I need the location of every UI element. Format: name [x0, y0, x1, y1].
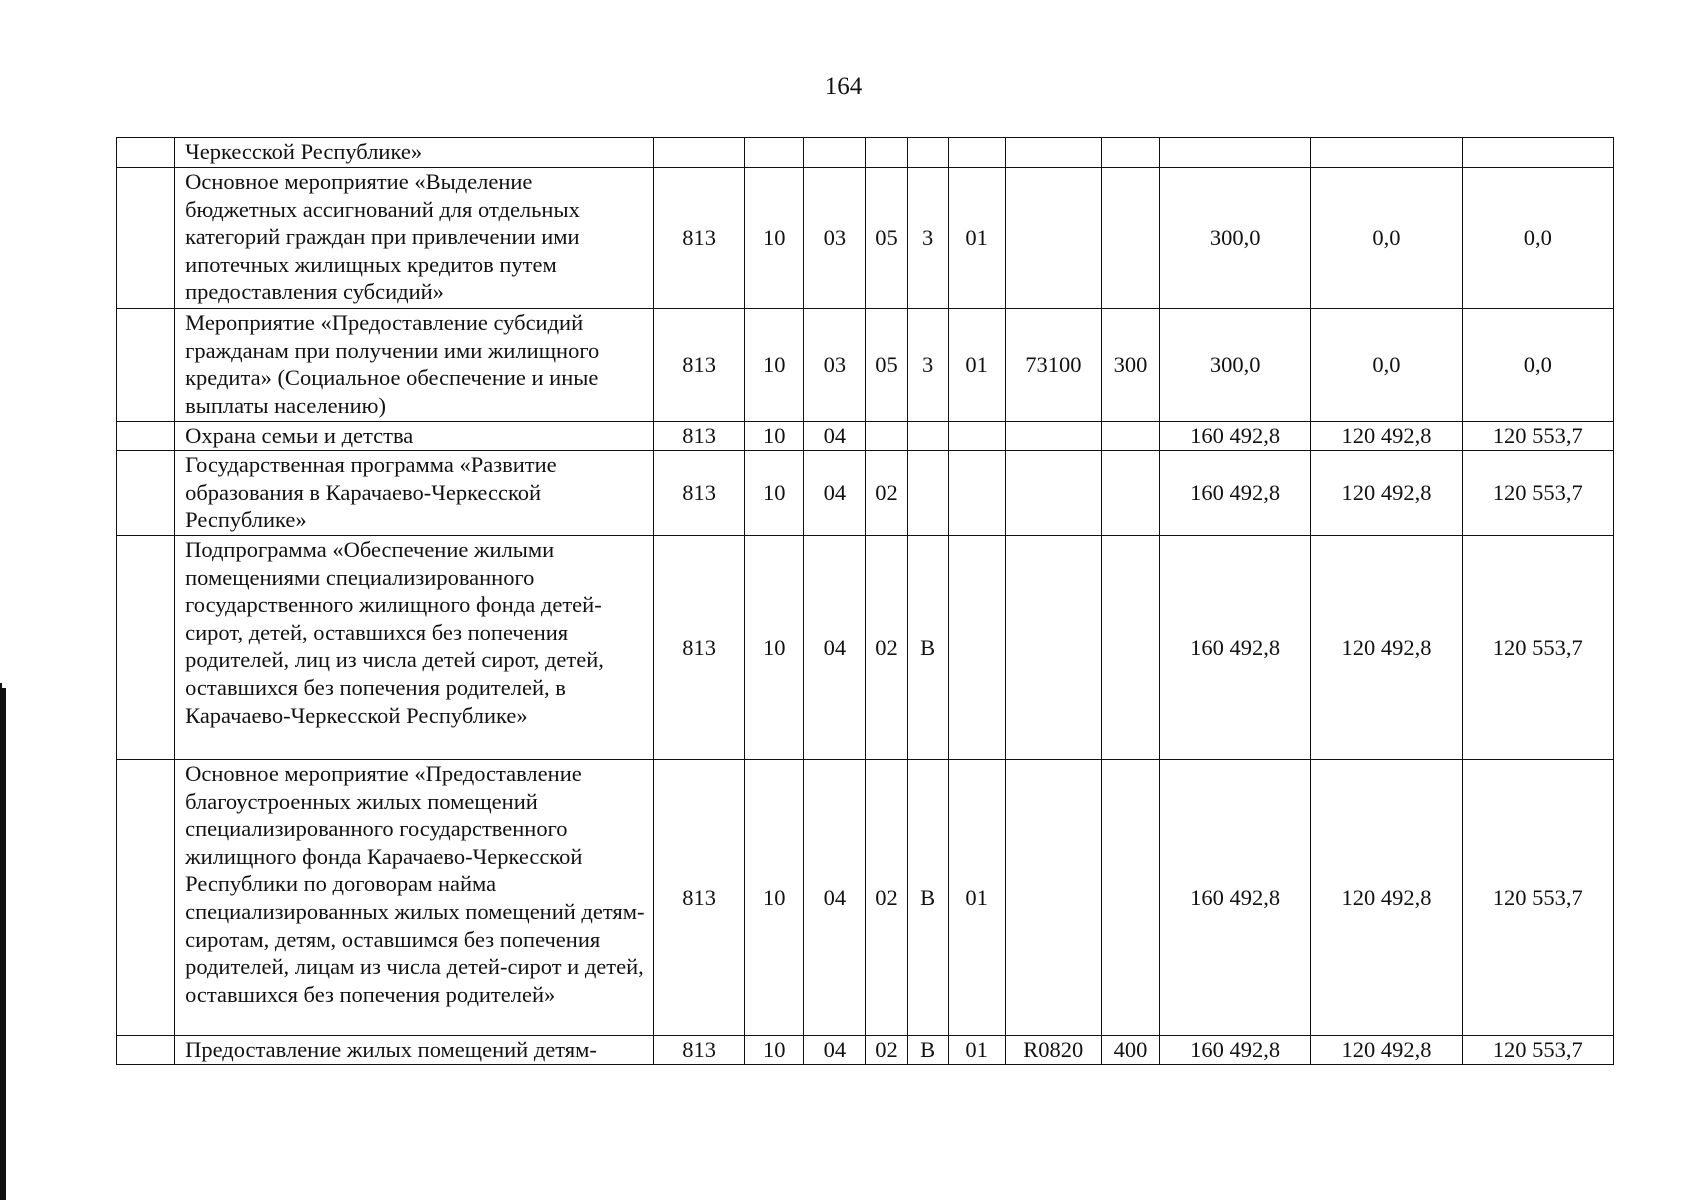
subprogram-cell	[907, 422, 948, 451]
direction-cell	[1005, 760, 1101, 1036]
row-marker-cell	[117, 309, 175, 422]
direction-cell: 73100	[1005, 309, 1101, 422]
subprogram-cell: В	[907, 1036, 948, 1065]
event-cell: 01	[948, 168, 1005, 309]
ministry-cell: 813	[654, 309, 745, 422]
direction-cell	[1005, 451, 1101, 536]
scan-edge-bar	[0, 688, 6, 1200]
row-marker-cell	[117, 760, 175, 1036]
amount-3-cell: 0,0	[1462, 309, 1613, 422]
section-cell: 10	[745, 422, 804, 451]
expense-type-cell	[1101, 422, 1159, 451]
row-marker-cell	[117, 1036, 175, 1065]
ministry-cell: 813	[654, 536, 745, 760]
table-row	[117, 536, 1614, 760]
ministry-cell: 813	[654, 422, 745, 451]
subsection-cell: 03	[804, 309, 866, 422]
amount-2-cell: 120 492,8	[1311, 451, 1462, 536]
section-cell	[745, 138, 804, 168]
subsection-cell: 04	[804, 1036, 866, 1065]
expense-type-cell	[1101, 138, 1159, 168]
program-cell	[866, 422, 907, 451]
expense-type-cell	[1101, 536, 1159, 760]
table-row	[117, 451, 1614, 536]
subprogram-cell: В	[907, 760, 948, 1036]
subprogram-cell: В	[907, 536, 948, 760]
event-cell	[948, 138, 1005, 168]
section-cell: 10	[745, 1036, 804, 1065]
table-row	[117, 309, 1614, 422]
program-cell: 05	[866, 309, 907, 422]
name-cell: Основное мероприятие «Предоставление благоустроенных жилых помещений специализированного государственного жилищного фонда Карачаево-Черкесской Республики по договорам найма специализированных жилых помещений детям-сиротам, детям, оставшимся без попечения родителей, лицам из числа детей-сирот и детей, оставшихся без попечения родителей»	[175, 760, 654, 1036]
name-cell: Подпрограмма «Обеспечение жилыми помещениями специализированного государственного жилищного фонда детей-сирот, детей, оставшихся без попечения родителей, лиц из числа детей сирот, детей, оставшихся без попечения родителей, в Карачаево-Черкесской Республике»	[175, 536, 654, 760]
subsection-cell: 04	[804, 760, 866, 1036]
row-marker-cell	[117, 451, 175, 536]
ministry-cell: 813	[654, 1036, 745, 1065]
direction-cell	[1005, 168, 1101, 309]
amount-2-cell	[1311, 138, 1462, 168]
section-cell: 10	[745, 760, 804, 1036]
ministry-cell: 813	[654, 760, 745, 1036]
event-cell: 01	[948, 1036, 1005, 1065]
amount-1-cell: 160 492,8	[1160, 451, 1311, 536]
direction-cell: R0820	[1005, 1036, 1101, 1065]
name-cell: Основное мероприятие «Выделение бюджетных ассигнований для отдельных категорий граждан при привлечении ими ипотечных жилищных кредитов путем предоставления субсидий»	[175, 168, 654, 309]
subprogram-cell: 3	[907, 309, 948, 422]
section-cell: 10	[745, 536, 804, 760]
event-cell: 01	[948, 309, 1005, 422]
table-row	[117, 1036, 1614, 1065]
amount-2-cell: 120 492,8	[1311, 422, 1462, 451]
amount-2-cell: 0,0	[1311, 309, 1462, 422]
event-cell	[948, 451, 1005, 536]
program-cell: 02	[866, 760, 907, 1036]
expense-type-cell	[1101, 760, 1159, 1036]
amount-3-cell: 120 553,7	[1462, 1036, 1613, 1065]
table-row	[117, 422, 1614, 451]
budget-table	[116, 137, 1614, 1065]
amount-2-cell: 120 492,8	[1311, 1036, 1462, 1065]
table-row	[117, 138, 1614, 168]
amount-2-cell: 120 492,8	[1311, 536, 1462, 760]
amount-2-cell: 120 492,8	[1311, 760, 1462, 1036]
program-cell	[866, 138, 907, 168]
row-marker-cell	[117, 168, 175, 309]
event-cell	[948, 422, 1005, 451]
name-cell: Охрана семьи и детства	[175, 422, 654, 451]
amount-3-cell: 120 553,7	[1462, 422, 1613, 451]
table-row	[117, 168, 1614, 309]
section-cell: 10	[745, 168, 804, 309]
program-cell: 02	[866, 1036, 907, 1065]
event-cell: 01	[948, 760, 1005, 1036]
expense-type-cell	[1101, 451, 1159, 536]
event-cell	[948, 536, 1005, 760]
amount-1-cell: 160 492,8	[1160, 422, 1311, 451]
direction-cell	[1005, 536, 1101, 760]
amount-3-cell: 120 553,7	[1462, 536, 1613, 760]
amount-1-cell	[1160, 138, 1311, 168]
name-cell: Мероприятие «Предоставление субсидий гражданам при получении ими жилищного кредита» (Социальное обеспечение и иные выплаты населению)	[175, 309, 654, 422]
section-cell: 10	[745, 309, 804, 422]
amount-1-cell: 300,0	[1160, 168, 1311, 309]
expense-type-cell: 300	[1101, 309, 1159, 422]
ministry-cell: 813	[654, 168, 745, 309]
subsection-cell	[804, 138, 866, 168]
subsection-cell: 04	[804, 422, 866, 451]
row-marker-cell	[117, 138, 175, 168]
expense-type-cell	[1101, 168, 1159, 309]
amount-1-cell: 300,0	[1160, 309, 1311, 422]
subsection-cell: 03	[804, 168, 866, 309]
subprogram-cell	[907, 138, 948, 168]
direction-cell	[1005, 422, 1101, 451]
name-cell: Черкесской Республике»	[175, 138, 654, 168]
amount-1-cell: 160 492,8	[1160, 760, 1311, 1036]
row-marker-cell	[117, 536, 175, 760]
direction-cell	[1005, 138, 1101, 168]
page-number: 164	[824, 73, 863, 100]
subprogram-cell	[907, 451, 948, 536]
table-row	[117, 760, 1614, 1036]
amount-1-cell: 160 492,8	[1160, 1036, 1311, 1065]
subsection-cell: 04	[804, 536, 866, 760]
amount-1-cell: 160 492,8	[1160, 536, 1311, 760]
amount-3-cell	[1462, 138, 1613, 168]
subprogram-cell: 3	[907, 168, 948, 309]
section-cell: 10	[745, 451, 804, 536]
ministry-cell	[654, 138, 745, 168]
row-marker-cell	[117, 422, 175, 451]
program-cell: 02	[866, 451, 907, 536]
amount-3-cell: 120 553,7	[1462, 451, 1613, 536]
amount-3-cell: 120 553,7	[1462, 760, 1613, 1036]
program-cell: 02	[866, 536, 907, 760]
program-cell: 05	[866, 168, 907, 309]
name-cell: Предоставление жилых помещений детям-	[175, 1036, 654, 1065]
ministry-cell: 813	[654, 451, 745, 536]
name-cell: Государственная программа «Развитие образования в Карачаево-Черкесской Республике»	[175, 451, 654, 536]
amount-3-cell: 0,0	[1462, 168, 1613, 309]
expense-type-cell: 400	[1101, 1036, 1159, 1065]
subsection-cell: 04	[804, 451, 866, 536]
amount-2-cell: 0,0	[1311, 168, 1462, 309]
